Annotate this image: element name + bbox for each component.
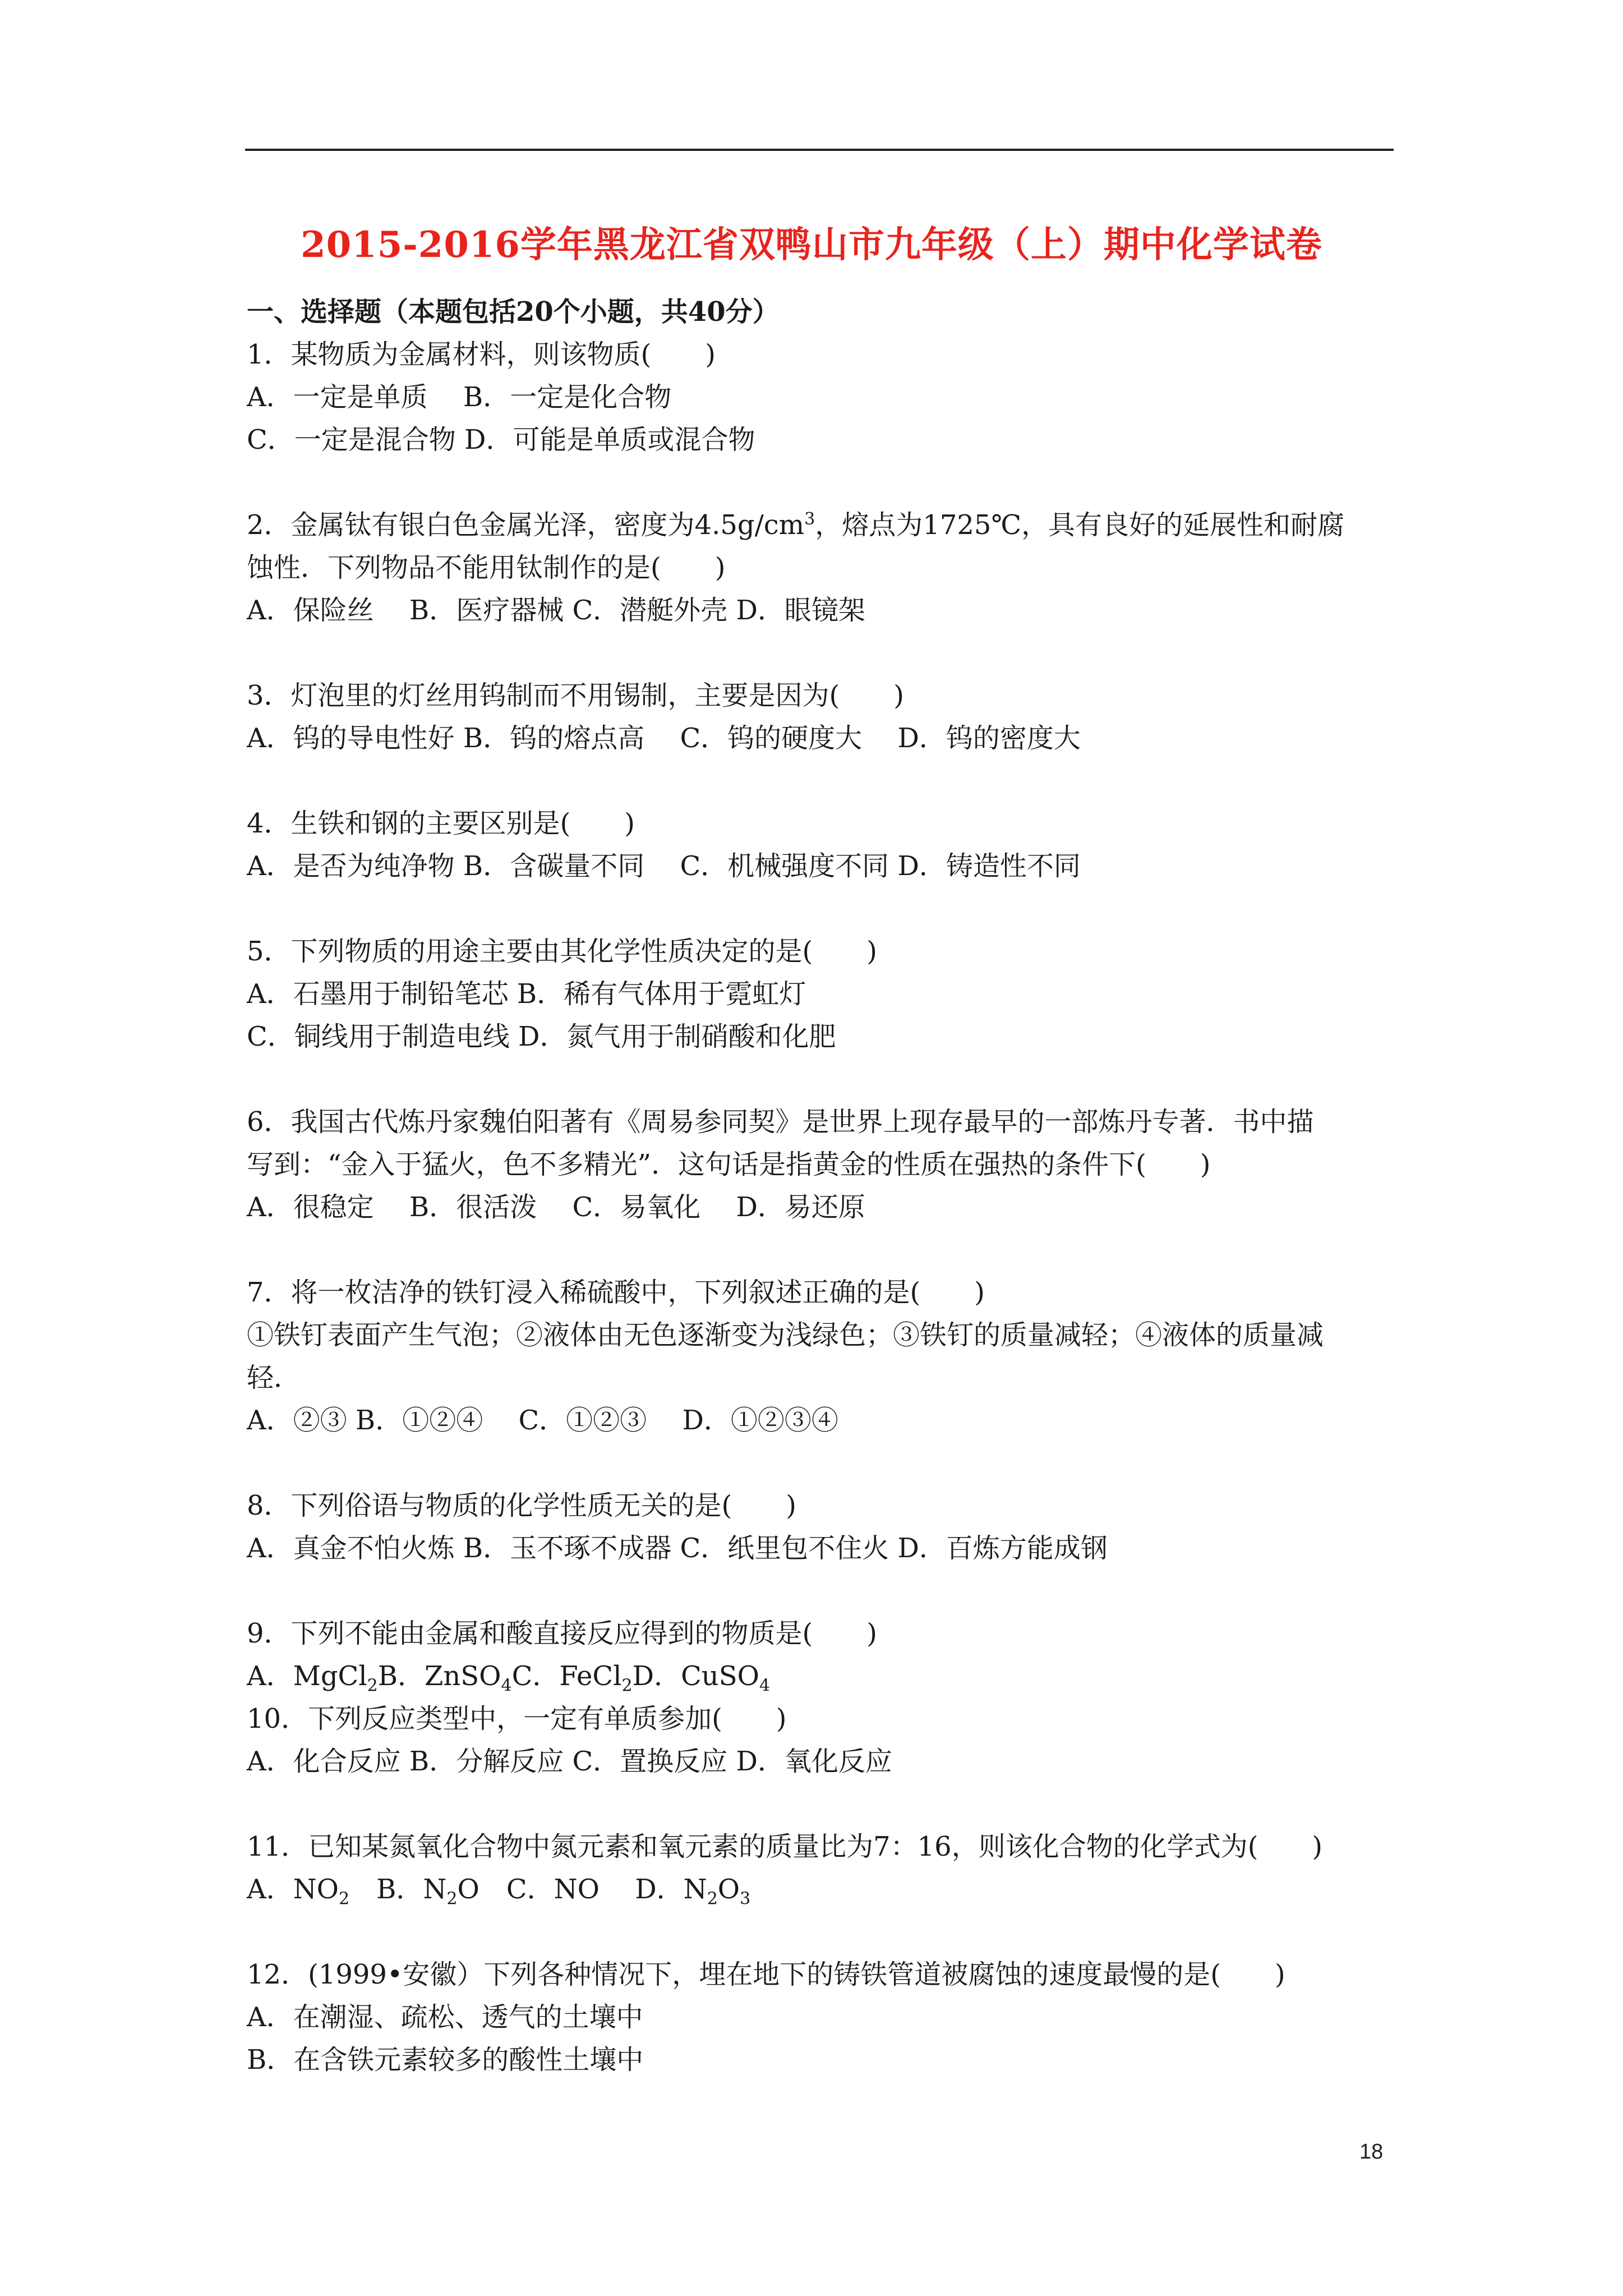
- question-11-options: [247, 1868, 1419, 1911]
- question-3-stem: 3．灯泡里的灯丝用钨制而不用锡制，主要是因为( ): [247, 680, 904, 711]
- question-4-stem: 4．生铁和钢的主要区别是( ): [247, 808, 635, 839]
- question-3-options: A．钨的导电性好 B．钨的熔点高 C．钨的硬度大 D．钨的密度大: [247, 723, 1081, 754]
- question-2-stem-b: ，熔点为1725℃，具有良好的延展性和耐腐: [815, 509, 1345, 541]
- option-cd-text: O C．NO D．N: [457, 1874, 707, 1905]
- question-5-options-2: C．铜线用于制造电线 D．氮气用于制硝酸和化肥: [247, 1021, 836, 1052]
- question-7-stem-cont2: 轻．: [247, 1362, 301, 1393]
- question-1-options-1: A．一定是单质 B．一定是化合物: [247, 381, 672, 413]
- question-1-stem: 1．某物质为金属材料，则该物质( ): [247, 339, 716, 370]
- question-6-options: A．很稳定 B．很活泼 C．易氧化 D．易还原: [247, 1191, 865, 1223]
- question-2-stem-sup: 3: [804, 509, 815, 529]
- subscript: 2: [707, 1889, 718, 1909]
- option-d-text: O: [717, 1874, 740, 1905]
- question-10-options: A．化合反应 B．分解反应 C．置换反应 D．氧化反应: [247, 1746, 892, 1777]
- option-a-text: A．MgCl: [247, 1660, 367, 1692]
- question-2-stem: [247, 504, 1419, 546]
- section-heading: 一、选择题（本题包括20个小题，共40分）: [247, 296, 780, 328]
- question-8-options: A．真金不怕火炼 B．玉不琢不成器 C．纸里包不住火 D．百炼方能成钢: [247, 1533, 1108, 1564]
- subscript: 4: [759, 1676, 771, 1696]
- question-7-stem: 7．将一枚洁净的铁钉浸入稀硫酸中，下列叙述正确的是( ): [247, 1277, 985, 1308]
- option-b-text: B．N: [349, 1874, 447, 1905]
- question-5-options-1: A．石墨用于制铅笔芯 B．稀有气体用于霓虹灯: [247, 978, 806, 1010]
- question-2-stem-cont: 蚀性．下列物品不能用钛制作的是( ): [247, 552, 726, 583]
- subscript: 3: [740, 1889, 751, 1909]
- question-12-stem: 12．(1999•安徽）下列各种情况下，埋在地下的铸铁管道被腐蚀的速度最慢的是( ): [247, 1959, 1285, 1990]
- subscript: 4: [501, 1676, 512, 1696]
- question-2-stem-a: 2．金属钛有银白色金属光泽，密度为4.5g/cm: [247, 509, 805, 541]
- question-4-options: A．是否为纯净物 B．含碳量不同 C．机械强度不同 D．铸造性不同: [247, 850, 1081, 882]
- question-6-stem: 6．我国古代炼丹家魏伯阳著有《周易参同契》是世界上现存最早的一部炼丹专著．书中描: [247, 1106, 1314, 1138]
- question-1-options-2: C．一定是混合物 D．可能是单质或混合物: [247, 424, 755, 455]
- question-9-stem: 9．下列不能由金属和酸直接反应得到的物质是( ): [247, 1618, 877, 1649]
- subscript: 2: [339, 1889, 350, 1909]
- option-a-text: A．NO: [247, 1874, 339, 1905]
- subscript: 2: [367, 1676, 378, 1696]
- page-title: 2015-2016学年黑龙江省双鸭山市九年级（上）期中化学试卷: [301, 224, 1322, 266]
- question-5-stem: 5．下列物质的用途主要由其化学性质决定的是( ): [247, 936, 877, 967]
- page-number: 18: [1359, 2140, 1384, 2164]
- question-6-stem-cont: 写到：“金入于猛火，色不多精光”．这句话是指黄金的性质在强热的条件下( ): [247, 1149, 1211, 1180]
- header-rule: [245, 149, 1394, 151]
- question-12-option-b: B．在含铁元素较多的酸性土壤中: [247, 2044, 644, 2076]
- question-9-options: [247, 1655, 1419, 1697]
- question-12-option-a: A．在潮湿、疏松、透气的土壤中: [247, 2001, 643, 2033]
- question-2-options: A．保险丝 B．医疗器械 C．潜艇外壳 D．眼镜架: [247, 595, 865, 626]
- question-7-options: A．②③ B．①②④ C．①②③ D．①②③④: [247, 1405, 838, 1436]
- option-b-text: B．ZnSO: [377, 1660, 501, 1692]
- question-10-stem: 10．下列反应类型中，一定有单质参加( ): [247, 1703, 787, 1734]
- question-8-stem: 8．下列俗语与物质的化学性质无关的是( ): [247, 1490, 796, 1521]
- subscript: 2: [621, 1676, 633, 1696]
- question-11-stem: 11．已知某氮氧化合物中氮元素和氧元素的质量比为7：16，则该化合物的化学式为( ): [247, 1831, 1323, 1862]
- question-7-stem-cont: ①铁钉表面产生气泡；②液体由无色逐渐变为浅绿色；③铁钉的质量减轻；④液体的质量减: [247, 1319, 1324, 1351]
- option-d-text: D．CuSO: [632, 1660, 759, 1692]
- option-c-text: C．FeCl: [511, 1660, 622, 1692]
- subscript: 2: [446, 1889, 458, 1909]
- exam-body: [247, 291, 1419, 2081]
